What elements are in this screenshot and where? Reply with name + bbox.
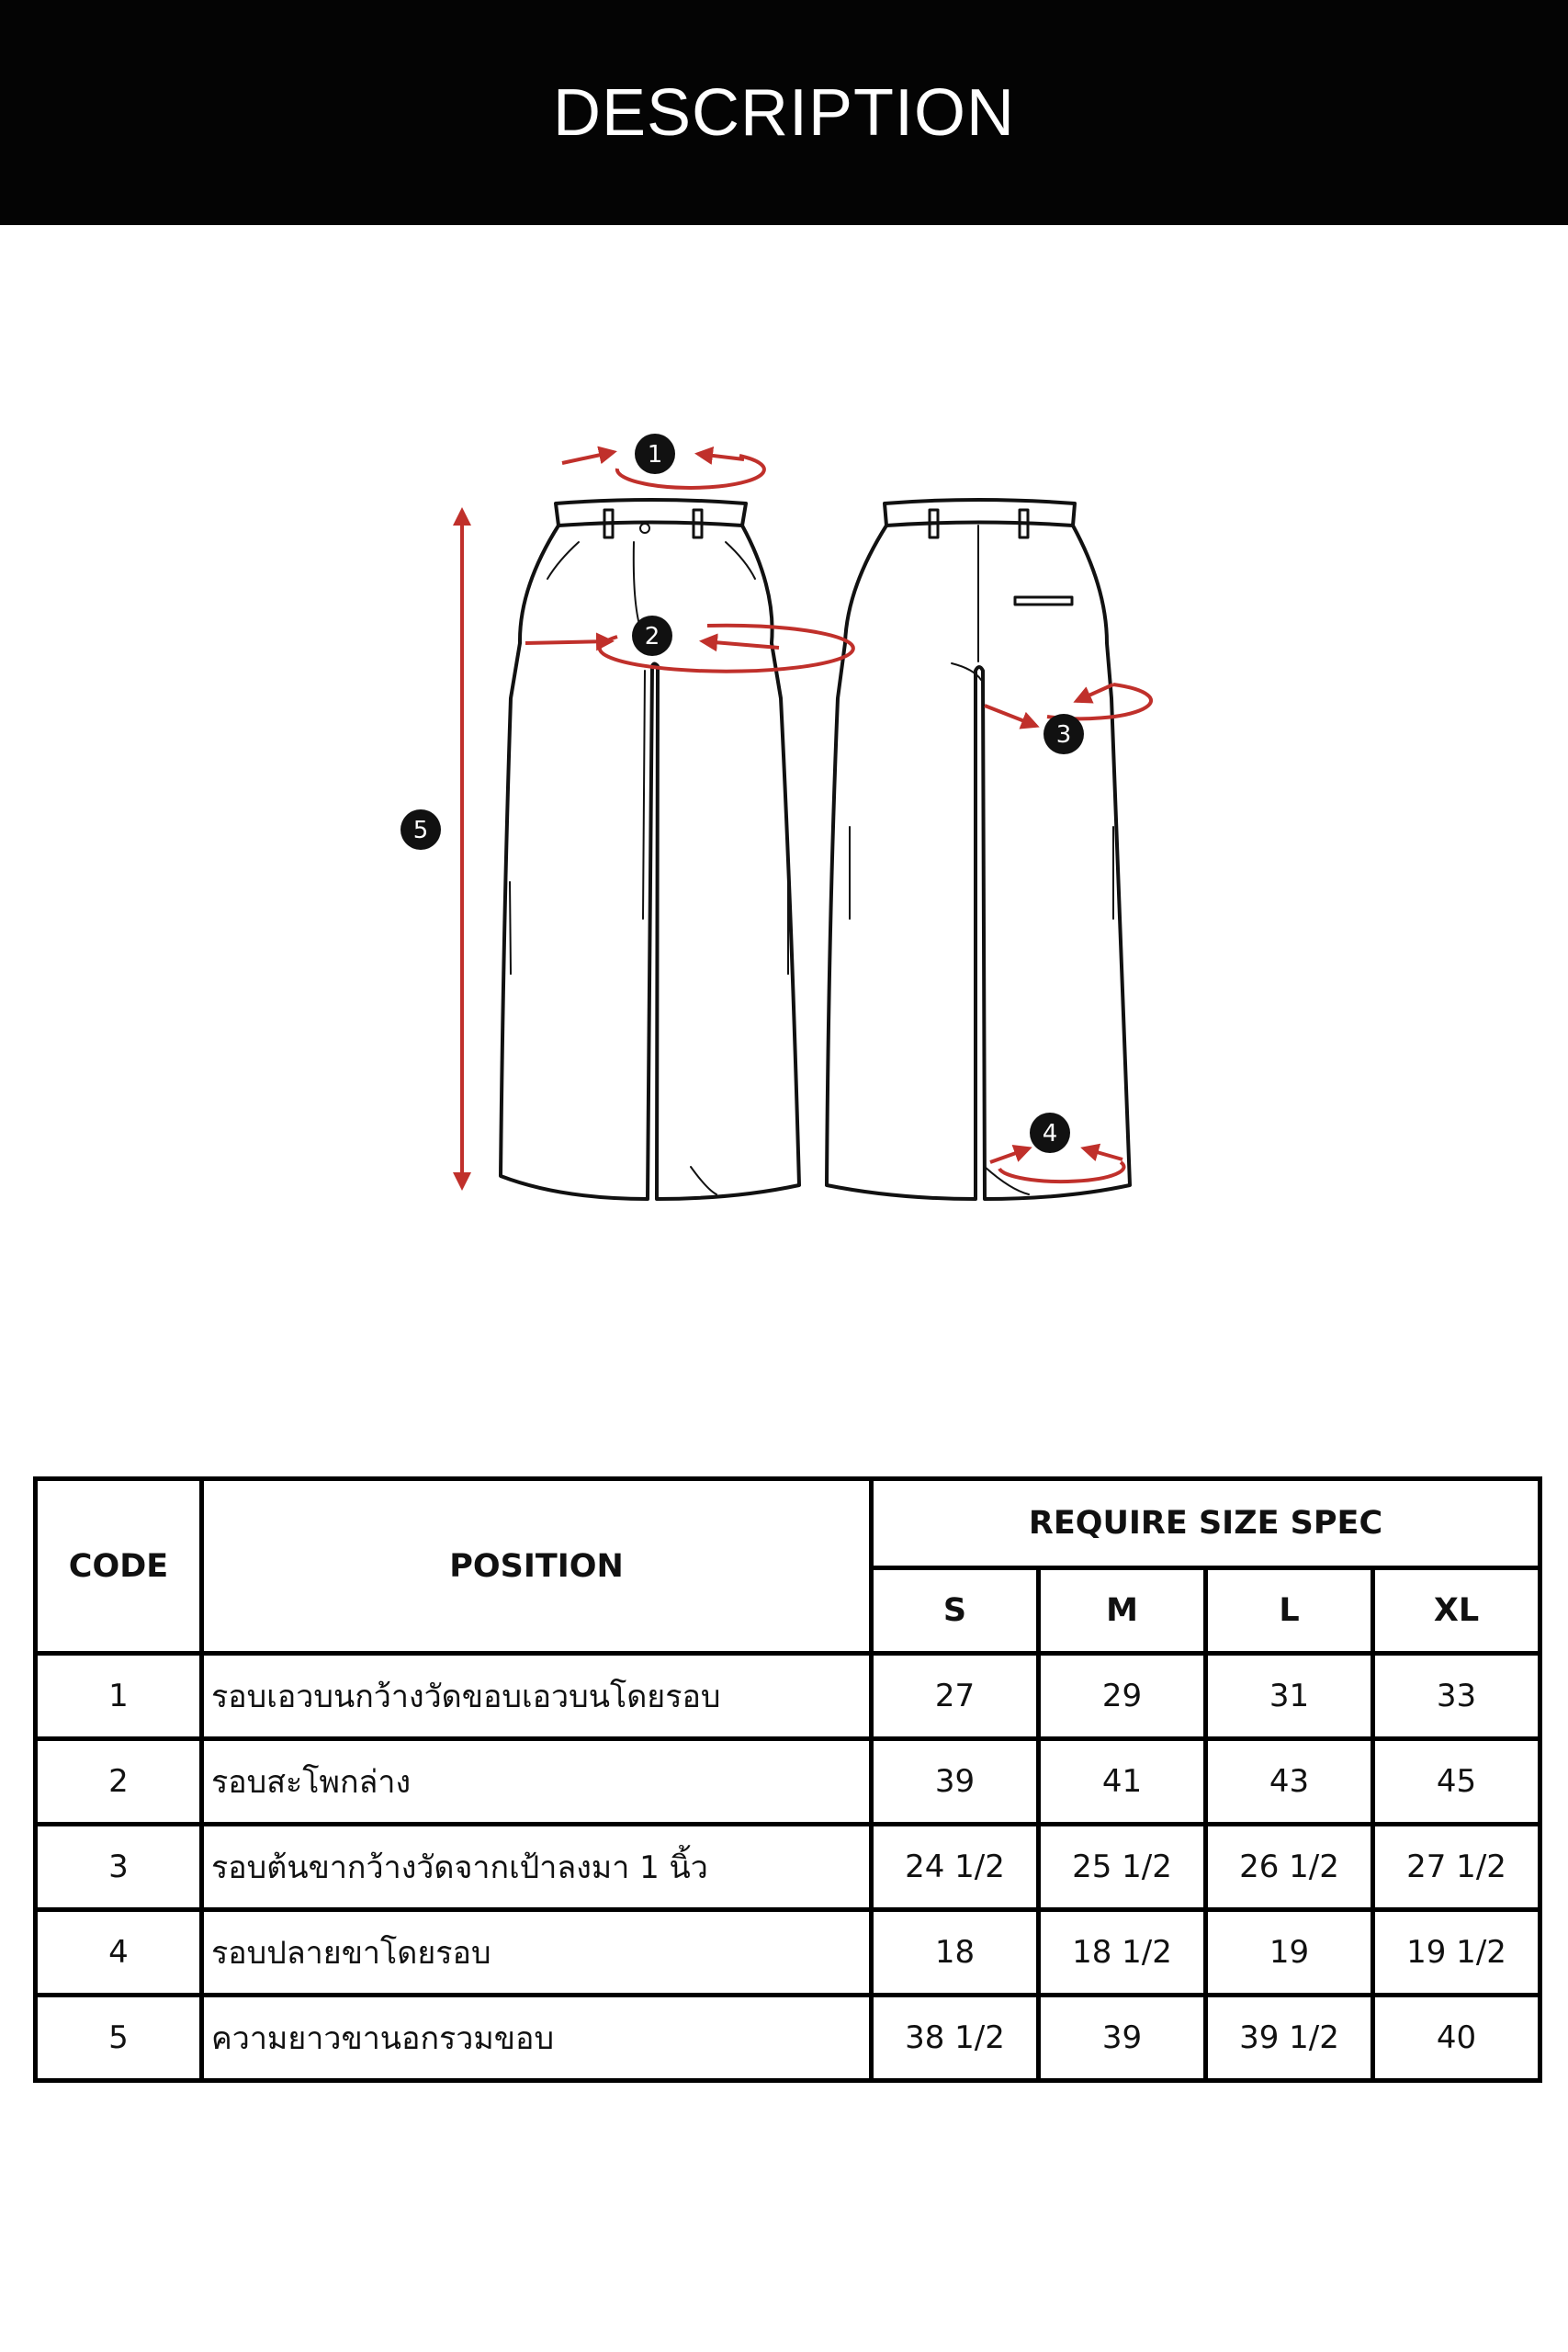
table-row [36, 1654, 1540, 1739]
measurement-arrows [462, 452, 1151, 1187]
size-l-header: L [1206, 1568, 1373, 1654]
row-position: รอบเอวบนกว้างวัดขอบเอวบนโดยรอบ [202, 1654, 872, 1739]
marker-5 [400, 809, 441, 850]
table-row [36, 1825, 1540, 1910]
size-xl-header: XL [1373, 1568, 1540, 1654]
svg-text:2: 2 [644, 623, 660, 650]
svg-text:5: 5 [412, 817, 429, 844]
row-value-s: 18 [872, 1910, 1039, 1996]
row-code: 5 [36, 1996, 202, 2081]
table-header-row [36, 1479, 1540, 1568]
size-spec-table [33, 1476, 1542, 2083]
row-value-m: 18 1/2 [1039, 1910, 1206, 1996]
row-value-l: 43 [1206, 1739, 1373, 1825]
row-value-m: 41 [1039, 1739, 1206, 1825]
back-pants-drawing [827, 500, 1130, 1199]
table-row [36, 1996, 1540, 2081]
spec-header: REQUIRE SIZE SPEC [872, 1479, 1540, 1568]
row-value-m: 25 1/2 [1039, 1825, 1206, 1910]
marker-2 [632, 616, 672, 656]
header-bar [0, 0, 1568, 225]
table-row [36, 1910, 1540, 1996]
row-value-s: 24 1/2 [872, 1825, 1039, 1910]
row-value-l: 19 [1206, 1910, 1373, 1996]
pants-diagram [0, 225, 1568, 1419]
marker-4 [1030, 1113, 1070, 1153]
svg-text:1: 1 [647, 441, 663, 469]
row-position: รอบสะโพกล่าง [202, 1739, 872, 1825]
row-value-l: 31 [1206, 1654, 1373, 1739]
row-value-m: 29 [1039, 1654, 1206, 1739]
row-value-xl: 40 [1373, 1996, 1540, 2081]
row-value-xl: 19 1/2 [1373, 1910, 1540, 1996]
row-position: รอบต้นขากว้างวัดจากเป้าลงมา 1 นิ้ว [202, 1825, 872, 1910]
row-value-s: 38 1/2 [872, 1996, 1039, 2081]
row-code: 2 [36, 1739, 202, 1825]
row-position: รอบปลายขาโดยรอบ [202, 1910, 872, 1996]
row-code: 4 [36, 1910, 202, 1996]
marker-3 [1043, 714, 1084, 754]
row-code: 1 [36, 1654, 202, 1739]
size-s-header: S [872, 1568, 1039, 1654]
row-value-s: 39 [872, 1739, 1039, 1825]
row-value-xl: 45 [1373, 1739, 1540, 1825]
row-value-l: 39 1/2 [1206, 1996, 1373, 2081]
row-value-l: 26 1/2 [1206, 1825, 1373, 1910]
row-value-m: 39 [1039, 1996, 1206, 2081]
page-title: DESCRIPTION [552, 75, 1016, 150]
svg-text:4: 4 [1042, 1120, 1058, 1148]
code-header: CODE [36, 1479, 202, 1654]
row-code: 3 [36, 1825, 202, 1910]
svg-text:3: 3 [1055, 721, 1072, 749]
row-position: ความยาวขานอกรวมขอบ [202, 1996, 872, 2081]
front-pants-drawing [501, 500, 799, 1199]
row-value-s: 27 [872, 1654, 1039, 1739]
size-m-header: M [1039, 1568, 1206, 1654]
row-value-xl: 27 1/2 [1373, 1825, 1540, 1910]
table-row [36, 1739, 1540, 1825]
position-header: POSITION [202, 1479, 872, 1654]
marker-1 [635, 434, 675, 474]
row-value-xl: 33 [1373, 1654, 1540, 1739]
